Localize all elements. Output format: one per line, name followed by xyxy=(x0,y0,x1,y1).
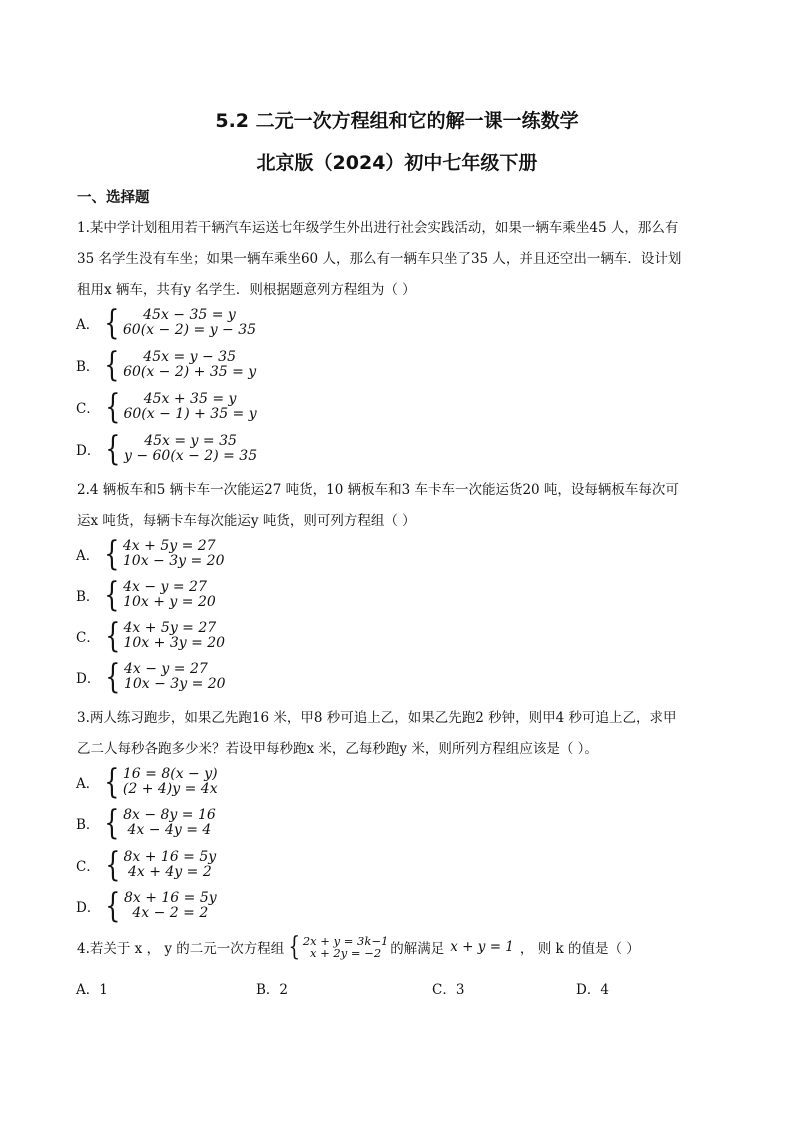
option-letter: C． xyxy=(76,630,100,646)
equation-system xyxy=(123,808,216,838)
q2-text-line: 运x 吨货，每辆卡车每次能运y 吨货，则可列方程组（ ） xyxy=(77,513,416,529)
equation-system xyxy=(124,662,226,692)
q1-text-line: 35 名学生没有车坐；如果一辆车乘坐60 人，那么有一辆车只坐了35 人，并且还空出一辆车．设计划 xyxy=(77,251,682,267)
q1-text-line: 租用x 辆车，共有y 名学生．则根据题意列方程组为（ ） xyxy=(77,282,416,298)
q3-option-d[interactable] xyxy=(76,886,217,926)
brace-icon: { xyxy=(105,845,121,885)
q4-choice-d[interactable]: D．4 xyxy=(576,982,609,998)
q4-middle: 的解满足 xyxy=(390,941,445,957)
equation: 10x + 3y = 20 xyxy=(123,635,226,651)
q1-option-d[interactable] xyxy=(76,429,258,469)
q2-option-d[interactable] xyxy=(76,657,226,697)
document-title: 5.2 二元一次方程组和它的解一课一练数学 xyxy=(215,110,579,132)
q4-choice-a[interactable]: A．1 xyxy=(76,982,108,998)
equation: 4x − y = 27 xyxy=(123,661,208,677)
equation: 45x = y = 35 xyxy=(144,433,237,449)
equation-system xyxy=(123,392,256,422)
equation: 10x − 3y = 20 xyxy=(123,676,226,692)
brace-icon: { xyxy=(105,657,121,697)
equation: 45x + 35 = y xyxy=(143,391,237,407)
equation: 45x = y − 35 xyxy=(143,349,236,365)
equation-system xyxy=(123,850,216,880)
equation: 2x + y = 3k−1 xyxy=(302,934,389,948)
brace-icon: { xyxy=(104,575,120,615)
q2-option-b[interactable] xyxy=(76,575,216,615)
equation-system xyxy=(124,891,217,921)
equation: 60(x − 1) + 35 = y xyxy=(123,406,257,422)
q3-option-a[interactable] xyxy=(76,762,218,802)
option-letter: D． xyxy=(76,900,101,916)
q1-option-b[interactable] xyxy=(76,345,257,385)
equation-system xyxy=(123,621,225,651)
q2-text-line: 2.4 辆板车和5 辆卡车一次能运27 吨货，10 辆板车和3 车卡车一次能运货20 吨，设每辆板车每次可 xyxy=(77,482,679,498)
brace-icon: { xyxy=(105,616,121,656)
equation: 4x − y = 27 xyxy=(123,579,207,595)
q3-text-line: 乙二人每秒各跑多少米？若设甲每秒跑x 米，乙每秒跑y 米，则所列方程组应该是（ ）。 xyxy=(77,741,598,757)
equation: 10x − 3y = 20 xyxy=(122,553,225,569)
equation: 8x + 16 = 5y xyxy=(123,849,217,865)
option-letter: A． xyxy=(76,317,100,333)
equation: y − 60(x − 2) = 35 xyxy=(123,448,258,464)
q4-suffix: ， 则 k 的值是（ ） xyxy=(519,941,640,957)
brace-icon: { xyxy=(104,303,120,343)
option-letter: A． xyxy=(76,776,100,792)
equation: 4x − 4y = 4 xyxy=(127,822,212,838)
option-letter: A． xyxy=(76,548,100,564)
equation: 45x − 35 = y xyxy=(143,307,236,323)
equation: 60(x − 2) = y − 35 xyxy=(122,322,257,338)
q2-option-c[interactable] xyxy=(76,616,226,656)
q3-option-b[interactable] xyxy=(76,803,216,843)
brace-icon: { xyxy=(288,932,301,962)
q4-text-line xyxy=(77,934,727,960)
equation: 4x + 4y = 2 xyxy=(127,864,212,880)
q1-option-c[interactable] xyxy=(76,387,257,427)
equation-system xyxy=(123,580,216,610)
option-letter: C． xyxy=(76,401,100,417)
equation: (2 + 4)y = 4x xyxy=(122,781,218,797)
equation: 16 = 8(x − y) xyxy=(122,766,218,782)
q4-choice-c[interactable]: C．3 xyxy=(432,982,465,998)
equation: 4x + 5y = 27 xyxy=(123,620,217,636)
brace-icon: { xyxy=(105,387,121,427)
q3-text-line: 3.两人练习跑步，如果乙先跑16 米，甲8 秒可追上乙，如果乙先跑2 秒钟，则甲4 秒可追上乙，求甲 xyxy=(77,710,677,726)
equation-system xyxy=(123,308,256,338)
option-letter: B． xyxy=(76,589,100,605)
equation: 10x + y = 20 xyxy=(123,594,216,610)
equation-system xyxy=(124,434,257,464)
equation: 60(x − 2) + 35 = y xyxy=(123,364,257,380)
brace-icon: { xyxy=(104,762,120,802)
equation: 8x − 8y = 16 xyxy=(123,807,216,823)
equation-system xyxy=(123,350,256,380)
brace-icon: { xyxy=(105,886,121,926)
equation-system xyxy=(123,767,218,797)
q4-choice-b[interactable]: B．2 xyxy=(256,982,289,998)
q1-option-a[interactable] xyxy=(76,303,257,343)
option-letter: D． xyxy=(76,443,101,459)
option-letter: D． xyxy=(76,671,101,687)
q4-condition: x + y = 1 xyxy=(450,939,514,955)
brace-icon: { xyxy=(105,429,121,469)
brace-icon: { xyxy=(104,345,120,385)
q4-prefix: 4.若关于 x ， y 的二元一次方程组 xyxy=(77,941,285,957)
option-letter: B． xyxy=(76,359,100,375)
equation: 8x + 16 = 5y xyxy=(123,890,217,906)
equation: 4x − 2 = 2 xyxy=(132,905,209,921)
equation-system xyxy=(123,539,225,569)
q2-option-a[interactable] xyxy=(76,534,225,574)
brace-icon: { xyxy=(104,534,120,574)
equation: x + 2y = −2 xyxy=(309,946,382,960)
option-letter: B． xyxy=(76,817,100,833)
equation: 4x + 5y = 27 xyxy=(122,538,216,554)
q4-equation-system xyxy=(286,934,388,960)
section-heading: 一、选择题 xyxy=(77,190,150,206)
document-subtitle: 北京版（2024）初中七年级下册 xyxy=(256,152,538,174)
option-letter: C． xyxy=(76,859,100,875)
q1-text-line: 1.某中学计划租用若干辆汽车运送七年级学生外出进行社会实践活动，如果一辆车乘坐45 人，那么有 xyxy=(77,220,679,236)
brace-icon: { xyxy=(104,803,120,843)
q3-option-c[interactable] xyxy=(76,845,217,885)
